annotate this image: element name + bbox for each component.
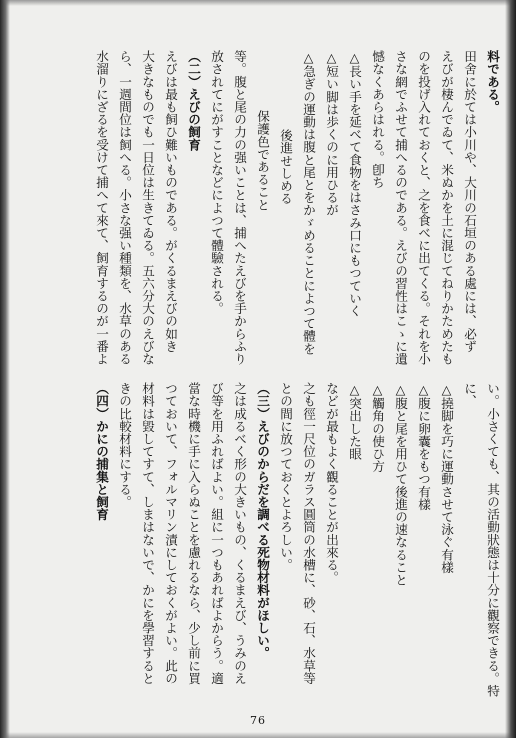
text-column: い。小さくても、其の活動狀態は十分に觀察できる。特: [485, 382, 500, 697]
section-heading: （三）えびのからだを調べる死物材料がほしい。: [255, 382, 270, 660]
scan-edge-left: [0, 0, 10, 738]
section-heading: （二）えびの飼育: [186, 50, 201, 151]
text-column: 水溜りにざるを受けて捕へて來て、飼育するのが一番よ: [94, 50, 109, 365]
text-column: きの比較材料にする。: [117, 382, 132, 508]
bullet-item-continuation: 後進せしめる: [278, 129, 293, 205]
bullet-item: △觸角の使ひ方: [370, 382, 385, 473]
section-heading: （四）かにの捕集と飼育: [94, 382, 109, 521]
text-column: つておいて、フォルマリン漬にしておくがよい。此の: [163, 382, 178, 685]
section-heading-tail: 料である。: [485, 50, 500, 113]
text-column: ら、一週間位は飼へる。小さな强い種類を、水草のある: [117, 50, 132, 365]
text-column: 大きなものでも一日位は生きてゐる。五六分大のえびな: [140, 50, 155, 365]
scan-edge-right: [505, 0, 516, 738]
page-number: 76: [250, 714, 266, 727]
text-column: などが最もよく觀ることが出來る。: [324, 382, 339, 584]
scan-edge-top: [0, 0, 516, 6]
text-column: 當な時機に手に入らぬことを慮れるなら、少し前に買: [186, 382, 201, 685]
text-column: 憾なくあらはれる。卽ち: [370, 50, 385, 189]
text-column: のを投げ入れておくと、之を食べに出てくる。それを小: [416, 50, 431, 365]
text-column: 材料は毀してすて、しまはないで、かにを學習すると: [140, 382, 155, 685]
bullet-item: △急ぎの運動は腹と尾とをかゞめることによつて體を: [301, 50, 316, 355]
text-column: えびは最も飼ひ難いものである。がくるまえびの如き: [163, 50, 178, 353]
text-column: との間に放つておくとよろしい。: [278, 382, 293, 571]
text-column: 田舍に於ては小川や、大川の石垣のある處には、必ず: [462, 50, 477, 353]
bullet-item: △撓脚を巧に運動させて泳ぐ有樣: [439, 382, 454, 574]
text-column: に、: [462, 382, 477, 408]
bullet-item: △長い手を延べて食物をはさみ口にもつていく: [347, 50, 362, 317]
text-column: 等。腹と尾の力の强いことは、捕へたえびを手からふり: [232, 50, 247, 365]
text-column: さな網でふせて捕へるのである。えびの習性はこゝに遺: [393, 50, 408, 365]
bullet-item: 保護色であること: [255, 110, 270, 212]
bullet-item: △腹に卵囊をもつ有樣: [416, 382, 431, 511]
text-column: 之も徑一尺位のガラス圓筒の水槽に、砂、石、水草等: [301, 382, 316, 685]
upper-text-tier: [90, 50, 504, 368]
scan-edge-bottom: [0, 732, 516, 738]
text-column: 放されてにがすことなどによつて體驗される。: [209, 50, 224, 315]
text-column: び等を用ふればよい。組に一つもあればよからう。適: [209, 382, 224, 685]
lower-text-tier: [90, 382, 504, 700]
bullet-item: △突出した眼: [347, 382, 362, 460]
bullet-item: △腹と尾を用ひて後進の速なること: [393, 382, 408, 586]
text-column: 之は成るべく形の大きいもの、くるまえび、うみのえ: [232, 382, 247, 685]
bullet-item: △短い脚は歩くのに用ひるが: [324, 50, 339, 217]
text-column: えびが棲んでゐて、米ぬかを土に混じてねりかためたも: [439, 50, 454, 365]
